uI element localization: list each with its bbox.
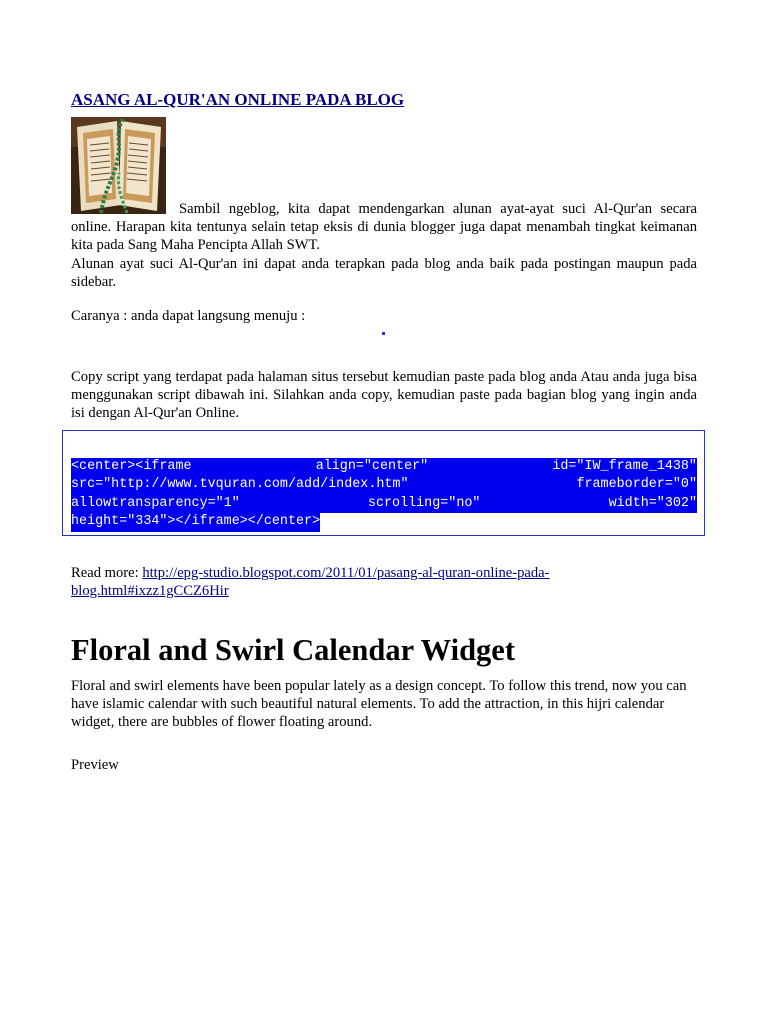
post-title (71, 90, 404, 110)
site-link-dot[interactable] (382, 332, 385, 335)
code-line (71, 513, 697, 531)
iframe-code[interactable] (71, 458, 697, 532)
caranya-text: Caranya : anda dapat langsung menuju : (71, 308, 306, 324)
code-box (62, 430, 705, 536)
intro-paragraph (71, 200, 697, 291)
read-more-label: Read more: (71, 565, 143, 581)
read-more-url-part-1: http://epg-studio.blogspot.com/2011/01/pasang-al-quran-online-pada- (142, 565, 550, 581)
code-token: frameborder="0" (576, 477, 697, 493)
code-token: align="center" (315, 459, 429, 474)
code-token: allowtransparency="1" (71, 495, 240, 511)
preview-label: Preview (71, 757, 119, 773)
code-token: height="334"></iframe></center> (71, 513, 320, 531)
intro-line-3: keimanan kita pada Sang Maha Pencipta Allah SWT. (71, 219, 697, 254)
intro-line-5: sidebar. (71, 273, 116, 290)
code-token: scrolling="no" (367, 495, 481, 511)
read-more-link[interactable] (71, 565, 550, 599)
copy-line-1: Copy script yang terdapat pada halaman situs tersebut kemudian paste pada blog anda (71, 369, 578, 385)
widget-line-2: can have islamic calendar with such beautiful natural elements. To add the attraction, in this hijri (71, 678, 687, 713)
widget-line-1: Floral and swirl elements have been popular lately as a design concept. To follow this trend, now you (71, 678, 663, 694)
code-line (71, 495, 697, 513)
intro-line-1: Sambil ngeblog, kita dapat mendengarkan alunan ayat-ayat suci Al-Qur'an secara (179, 201, 697, 217)
code-line (71, 458, 697, 476)
intro-line-2: online. Harapan kita tentunya selain tetap eksis di dunia blogger juga dapat menambah tingkat (71, 219, 636, 236)
code-token: <center><iframe (71, 459, 192, 474)
copy-line-3: blog yang ingin anda isi dengan Al-Qur'an Online. (71, 387, 698, 422)
post-title-link[interactable]: ASANG AL-QUR'AN ONLINE PADA BLOG (71, 90, 405, 109)
read-more-url-part-2: blog.html#ixzz1gCCZ6Hir (71, 582, 229, 599)
widget-title: Floral and Swirl Calendar Widget (71, 633, 515, 667)
copy-paragraph (71, 368, 697, 423)
intro-line-4: Alunan ayat suci Al-Qur'an ini dapat anda terapkan pada blog anda baik pada postingan maupun pada (71, 255, 697, 272)
code-line (71, 476, 697, 494)
code-token: src="http://www.tvquran.com/add/index.htm" (71, 477, 409, 493)
code-token: id="IW_frame_1438" (552, 459, 697, 474)
read-more (71, 565, 591, 600)
copy-line-2: Atau anda juga bisa menggunakan script dibawah ini. Silahkan anda copy, kemudian paste pada bagian (71, 369, 697, 404)
widget-paragraph (71, 677, 691, 732)
widget-line-3: calendar widget, there are bubbles of flower floating around. (71, 696, 665, 731)
code-token: width="302" (608, 495, 697, 511)
